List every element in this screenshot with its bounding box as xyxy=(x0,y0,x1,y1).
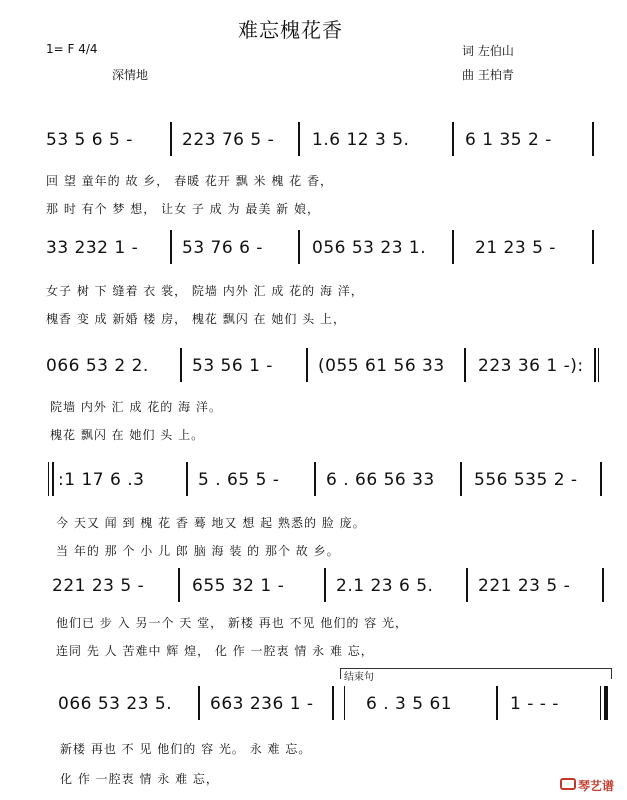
barline xyxy=(592,230,594,264)
barline xyxy=(298,230,300,264)
barline xyxy=(180,348,182,382)
system-2-bar-2: 53 76 6 - xyxy=(182,238,263,258)
repeat-end-barline xyxy=(594,348,596,382)
key-meter: 1= F 4/4 xyxy=(46,42,98,56)
system-4-bar-1: :1 17 6 .3 xyxy=(58,470,145,490)
system-3-verse-1: 院墙 内外 汇 成 花的 海 洋。 xyxy=(50,400,222,414)
system-3-bar-1: 066 53 2 2. xyxy=(46,356,149,376)
system-6-bar-1: 066 53 23 5. xyxy=(58,694,173,714)
barline xyxy=(452,122,454,156)
system-3-verse-2: 槐花 飘闪 在 她们 头 上。 xyxy=(50,428,205,442)
system-3-bar-4: 223 36 1 -): xyxy=(478,356,584,376)
repeat-end-barline xyxy=(598,348,599,382)
barline xyxy=(324,568,326,602)
system-2-bar-4: 21 23 5 - xyxy=(475,238,556,258)
system-2-verse-2: 槐香 变 成 新婚 楼 房， 槐花 飘闪 在 她们 头 上， xyxy=(46,312,346,326)
composer-credit: 曲 王柏青 xyxy=(462,68,514,82)
system-5-bar-2: 655 32 1 - xyxy=(192,576,285,596)
system-4-bar-4: 556 535 2 - xyxy=(474,470,578,490)
barline xyxy=(464,348,466,382)
system-6-bar-3: 6 . 3 5 61 xyxy=(366,694,453,714)
system-1-bar-4: 6 1 35 2 - xyxy=(465,130,552,150)
system-1-verse-2: 那 时 有个 梦 想， 让女 子 成 为 最美 新 娘， xyxy=(46,202,320,216)
barline xyxy=(460,462,462,496)
brand-watermark: 琴艺谱 xyxy=(578,779,615,793)
final-barline xyxy=(604,686,608,720)
barline xyxy=(198,686,200,720)
system-5-bar-4: 221 23 5 - xyxy=(478,576,571,596)
system-6-bar-4: 1 - - - xyxy=(510,694,559,714)
system-3-bar-3: (055 61 56 33 xyxy=(318,356,445,376)
system-6-bar-2: 663 236 1 - xyxy=(210,694,314,714)
ending-label: 结束句 xyxy=(344,672,374,683)
barline xyxy=(170,122,172,156)
system-6-verse-1: 新楼 再也 不 见 他们的 容 光。 永 难 忘。 xyxy=(60,742,312,756)
barline xyxy=(452,230,454,264)
system-2-bar-3: 056 53 23 1. xyxy=(312,238,427,258)
system-5-verse-1: 他们已 步 入 另一个 天 堂， 新楼 再也 不见 他们的 容 光， xyxy=(56,616,408,630)
system-1-bar-2: 223 76 5 - xyxy=(182,130,275,150)
final-barline xyxy=(600,686,601,720)
system-4-bar-2: 5 . 65 5 - xyxy=(198,470,280,490)
system-5-verse-2: 连同 先 人 苦难中 辉 煌， 化 作 一腔衷 情 永 难 忘， xyxy=(56,644,374,658)
barline xyxy=(600,462,602,496)
system-1-bar-3: 1.6 12 3 5. xyxy=(312,130,410,150)
barline xyxy=(332,686,334,720)
barline xyxy=(592,122,594,156)
system-5-bar-1: 221 23 5 - xyxy=(52,576,145,596)
lyricist-credit: 词 左伯山 xyxy=(462,44,514,58)
system-4-bar-3: 6 . 66 56 33 xyxy=(326,470,435,490)
repeat-start-barline xyxy=(48,462,49,496)
brand-logo-icon xyxy=(560,778,576,790)
system-3-bar-2: 53 56 1 - xyxy=(192,356,273,376)
system-2-bar-1: 33 232 1 - xyxy=(46,238,139,258)
repeat-start-barline xyxy=(52,462,54,496)
ending-bracket xyxy=(340,668,612,679)
barline xyxy=(466,568,468,602)
score-title: 难忘槐花香 xyxy=(238,18,343,42)
barline xyxy=(306,348,308,382)
system-6-verse-2: 化 作 一腔衷 情 永 难 忘， xyxy=(60,772,219,786)
barline xyxy=(186,462,188,496)
system-1-bar-1: 53 5 6 5 - xyxy=(46,130,133,150)
system-4-verse-1: 今 天又 闻 到 槐 花 香 蓦 地又 想 起 熟悉的 脸 庞。 xyxy=(56,516,366,530)
barline xyxy=(602,568,604,602)
barline xyxy=(496,686,498,720)
system-5-bar-3: 2.1 23 6 5. xyxy=(336,576,434,596)
barline xyxy=(344,686,345,720)
barline xyxy=(170,230,172,264)
system-2-verse-1: 女子 树 下 缝着 衣 裳， 院墙 内外 汇 成 花的 海 洋， xyxy=(46,284,364,298)
system-4-verse-2: 当 年的 那 个 小 儿 郎 脑 海 装 的 那个 故 乡。 xyxy=(56,544,340,558)
expression-mark: 深情地 xyxy=(112,68,149,82)
barline xyxy=(178,568,180,602)
barline xyxy=(298,122,300,156)
barline xyxy=(314,462,316,496)
system-1-verse-1: 回 望 童年的 故 乡， 春暖 花开 飘 米 槐 花 香， xyxy=(46,174,333,188)
